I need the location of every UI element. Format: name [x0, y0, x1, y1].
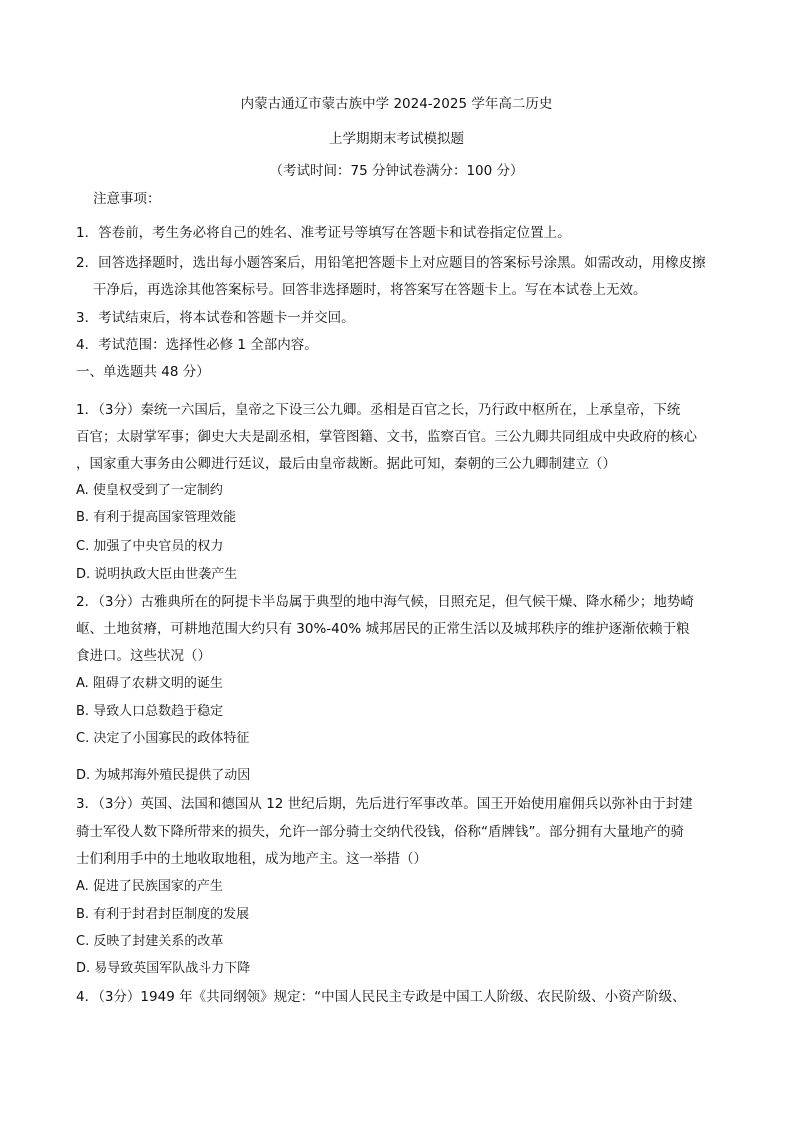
question-2-line-1: 2．（3分）古雅典所在的阿提卡半岛属于典型的地中海气候，日照充足，但气候干燥、降水稀少；地势崎	[76, 594, 694, 610]
question-1-line-2: 百官；太尉掌军事；御史大夫是副丞相，掌管图籍、文书，监察百官。三公九卿共同组成中央政府的核心	[76, 429, 697, 445]
notice-item-2: 2．回答选择题时，选出每小题答案后，用铅笔把答题卡上对应题目的答案标号涂黑。如需改动，用橡皮擦	[76, 255, 706, 271]
question-1-option-d: D. 说明执政大臣由世袭产生	[76, 567, 238, 582]
question-2-option-c: C. 决定了小国寡民的政体特征	[76, 731, 250, 746]
question-1-option-c: C. 加强了中央官员的权力	[76, 539, 224, 554]
question-3-line-2: 骑士军役人数下降所带来的损失，允许一部分骑士交纳代役钱，俗称“盾牌钱”。部分拥有大量地产的骑	[76, 824, 684, 840]
question-1-line-1: 1．（3分）秦统一六国后，皇帝之下设三公九卿。丞相是百官之长，乃行政中枢所在，上承皇帝，下统	[76, 402, 681, 418]
question-3-option-a: A. 促进了民族国家的产生	[76, 879, 223, 894]
question-2-option-d: D. 为城邦海外殖民提供了动因	[76, 768, 251, 783]
question-2-line-2: 岖、土地贫瘠，可耕地范围大约只有 30%-40% 城邦居民的正常生活以及城邦秩序的维护逐渐依赖于粮	[76, 621, 690, 637]
notice-item-1: 1．答卷前，考生务必将自己的姓名、准考证号等填写在答题卡和试卷指定位置上。	[76, 225, 571, 241]
question-2-option-b: B. 导致人口总数趋于稳定	[76, 704, 224, 719]
question-3-option-b: B. 有利于封君封臣制度的发展	[76, 907, 250, 922]
question-3-line-3: 士们利用手中的土地收取地租，成为地产主。这一举措（）	[76, 851, 427, 867]
notice-item-2-cont: 干净后，再选涂其他答案标号。回答非选择题时，将答案写在答题卡上。写在本试卷上无效。	[93, 282, 647, 298]
notice-item-3: 3．考试结束后，将本试卷和答题卡一并交回。	[76, 310, 355, 326]
title-line-1: 内蒙古通辽市蒙古族中学 2024-2025 学年高二历史	[240, 96, 553, 112]
question-1-line-3: ，国家重大事务由公卿进行廷议，最后由皇帝裁断。据此可知，秦朝的三公九卿制建立（）	[76, 456, 616, 472]
exam-info: （考试时间：75 分钟试卷满分：100 分）	[269, 163, 524, 179]
notice-item-4: 4．考试范围：选择性必修 1 全部内容。	[76, 337, 318, 353]
question-2-option-a: A. 阻碍了农耕文明的诞生	[76, 676, 223, 691]
question-2-line-3: 食进口。这些状况（）	[76, 648, 211, 664]
question-3-line-1: 3．（3分）英国、法国和德国从 12 世纪后期，先后进行军事改革。国王开始使用雇佣兵以弥补由于封建	[76, 796, 693, 812]
notice-heading: 注意事项：	[93, 191, 161, 207]
title-line-2: 上学期期末考试模拟题	[329, 131, 464, 147]
question-1-option-b: B. 有利于提高国家管理效能	[76, 510, 237, 525]
question-1-option-a: A. 使皇权受到了一定制约	[76, 483, 223, 498]
question-3-option-c: C. 反映了封建关系的改革	[76, 934, 224, 949]
question-3-option-d: D. 易导致英国军队战斗力下降	[76, 961, 251, 976]
question-4-line-1: 4．（3分）1949 年《共同纲领》规定：“中国人民民主专政是中国工人阶级、农民阶级、小资产阶级、	[76, 989, 686, 1005]
section-heading: 一、单选题共 48 分）	[76, 364, 210, 380]
